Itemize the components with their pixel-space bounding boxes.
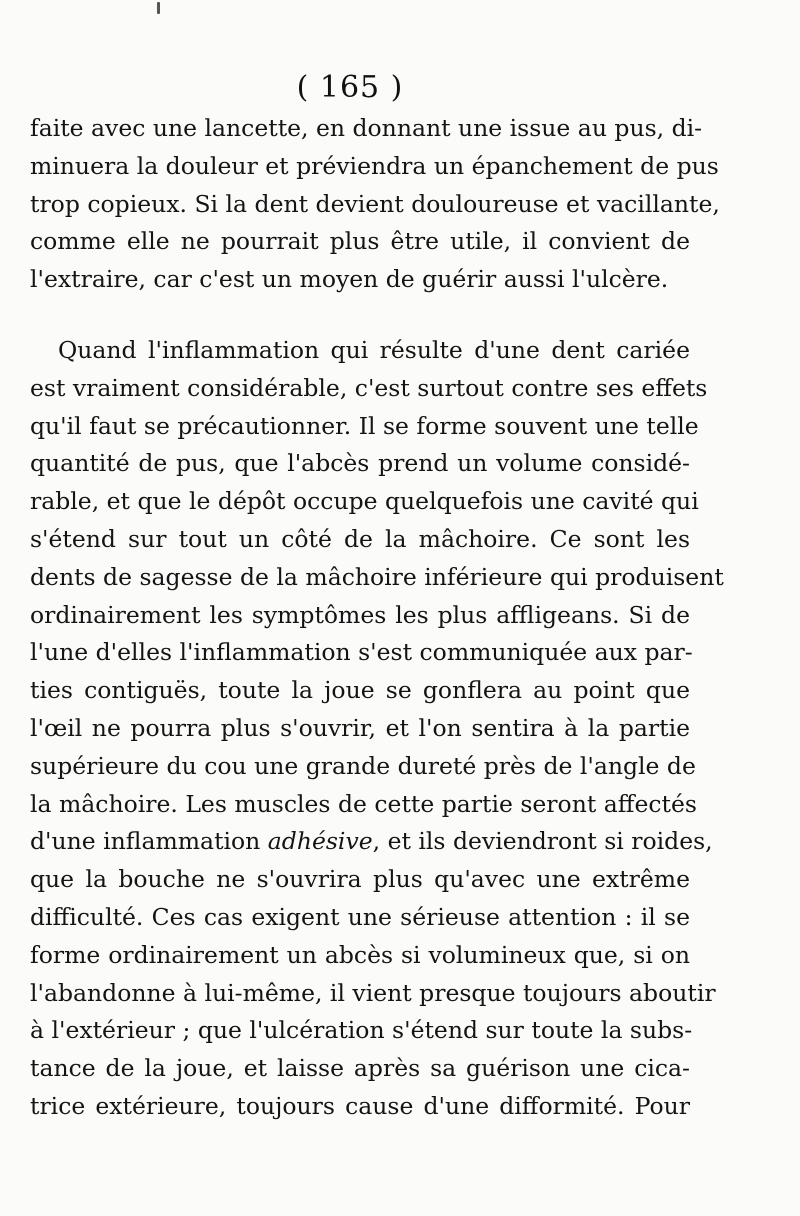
text-line: trice extérieure, toujours cause d'une difformité. Pour: [30, 1091, 690, 1120]
text-line: l'œil ne pourra plus s'ouvrir, et l'on sentira à la partie: [30, 713, 690, 742]
text-line: rable, et que le dépôt occupe quelquefois une cavité qui: [30, 487, 699, 516]
text-line: s'étend sur tout un côté de la mâchoire. Ce sont les: [30, 524, 690, 553]
text-line: l'extraire, car c'est un moyen de guérir aussi l'ulcère.: [30, 265, 669, 294]
text-line: qu'il faut se précautionner. Il se forme souvent une telle: [30, 411, 699, 440]
text-line: l'une d'elles l'inflammation s'est communiquée aux par-: [30, 638, 693, 667]
text-line: minuera la douleur et préviendra un épanchement de pus: [30, 151, 719, 180]
text-line: est vraiment considérable, c'est surtout contre ses effets: [30, 373, 708, 402]
text-line: ties contiguës, toute la joue se gonflera au point que: [30, 676, 690, 705]
text-line: à l'extérieur ; que l'ulcération s'étend sur toute la subs-: [30, 1016, 693, 1045]
text-line-with-italic: [30, 823, 713, 861]
page-number: ( 165 ): [296, 70, 404, 105]
paragraph-2: [30, 332, 724, 1126]
text-line: supérieure du cou une grande dureté près de l'angle de: [30, 751, 696, 780]
text-line: trop copieux. Si la dent devient douloureuse et vacillante,: [30, 189, 720, 218]
text-line: ordinairement les symptômes les plus affligeans. Si de: [30, 600, 690, 629]
text-line: forme ordinairement un abcès si volumineux que, si on: [30, 940, 690, 969]
text-line: que la bouche ne s'ouvrira plus qu'avec une extrême: [30, 865, 690, 894]
text-fragment: , et ils deviendront si roides,: [372, 827, 713, 856]
text-line: comme elle ne pourrait plus être utile, il convient de: [30, 227, 690, 256]
text-line: l'abandonne à lui-même, il vient presque toujours aboutir: [30, 978, 716, 1007]
text-line: difficulté. Ces cas exigent une sérieuse attention : il se: [30, 902, 690, 931]
text-line: Quand l'inflammation qui résulte d'une dent cariée: [58, 336, 690, 364]
text-line: la mâchoire. Les muscles de cette partie seront affectés: [30, 789, 697, 818]
italic-term: adhésive: [267, 827, 373, 856]
text-line: quantité de pus, que l'abcès prend un volume considé-: [30, 449, 690, 478]
paragraph-1: [30, 110, 720, 299]
scan-mark: [157, 2, 160, 14]
text-line: faite avec une lancette, en donnant une issue au pus, di-: [30, 114, 703, 142]
text-fragment: d'une inflammation: [30, 827, 268, 856]
text-line: tance de la joue, et laisse après sa guérison une cica-: [30, 1054, 690, 1083]
text-line: dents de sagesse de la mâchoire inférieure qui produisent: [30, 562, 724, 591]
